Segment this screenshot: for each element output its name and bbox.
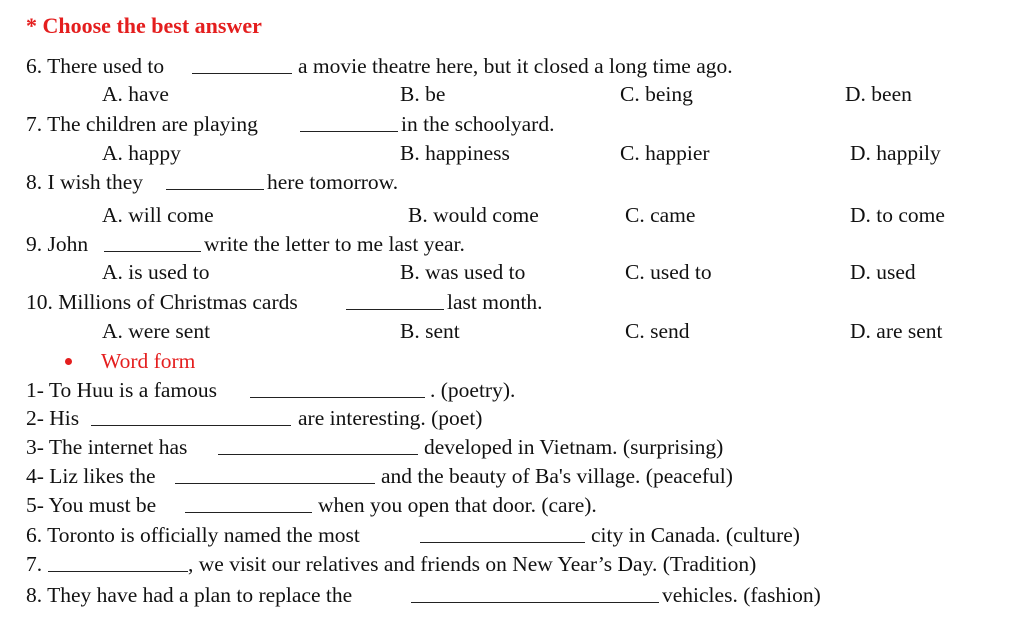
option-d[interactable]: D. to come xyxy=(850,203,945,227)
answer-blank[interactable] xyxy=(250,397,425,398)
answer-blank[interactable] xyxy=(420,542,585,543)
question-9 xyxy=(0,229,1024,259)
question-stem: 6. There used to xyxy=(26,54,165,78)
option-c[interactable]: C. happier xyxy=(620,141,710,165)
option-c[interactable]: C. send xyxy=(625,319,690,343)
item-hint: developed in Vietnam. (surprising) xyxy=(424,435,724,459)
word-form-item-7 xyxy=(0,549,1024,579)
item-hint: are interesting. (poet) xyxy=(298,406,483,430)
option-a[interactable]: A. is used to xyxy=(102,260,210,284)
item-text: 6. Toronto is officially named the most xyxy=(26,523,360,547)
question-text: write the letter to me last year. xyxy=(204,232,465,256)
question-7 xyxy=(0,109,1024,139)
option-a[interactable]: A. have xyxy=(102,82,169,106)
item-hint: . (poetry). xyxy=(430,378,516,402)
question-text: a movie theatre here, but it closed a long time ago. xyxy=(298,54,733,78)
answer-blank[interactable] xyxy=(175,483,375,484)
option-b[interactable]: B. be xyxy=(400,82,446,106)
section-heading xyxy=(0,11,1024,41)
word-form-item-8 xyxy=(0,580,1024,610)
item-hint: vehicles. (fashion) xyxy=(662,583,821,607)
answer-blank[interactable] xyxy=(185,512,312,513)
question-10 xyxy=(0,287,1024,317)
question-9-options xyxy=(0,257,1024,287)
option-d[interactable]: D. been xyxy=(845,82,912,106)
question-6 xyxy=(0,51,1024,81)
item-hint: , we visit our relatives and friends on New Year’s Day. (Tradition) xyxy=(188,552,757,576)
bullet-icon xyxy=(65,358,72,365)
question-6-options xyxy=(0,79,1024,109)
item-text: 8. They have had a plan to replace the xyxy=(26,583,353,607)
option-d[interactable]: D. are sent xyxy=(850,319,943,343)
question-8 xyxy=(0,167,1024,197)
answer-blank[interactable] xyxy=(91,425,291,426)
section-title: * Choose the best answer xyxy=(26,13,262,38)
question-text: here tomorrow. xyxy=(267,170,399,194)
item-text: 7. xyxy=(26,552,43,576)
word-form-item-1 xyxy=(0,375,1024,405)
word-form-title: Word form xyxy=(101,349,196,373)
item-text: 1- To Huu is a famous xyxy=(26,378,217,402)
question-8-options xyxy=(0,200,1024,230)
item-text: 2- His xyxy=(26,406,80,430)
question-text: last month. xyxy=(447,290,543,314)
option-b[interactable]: B. sent xyxy=(400,319,460,343)
option-a[interactable]: A. will come xyxy=(102,203,214,227)
option-d[interactable]: D. used xyxy=(850,260,916,284)
item-text: 5- You must be xyxy=(26,493,157,517)
option-c[interactable]: C. used to xyxy=(625,260,712,284)
option-b[interactable]: B. would come xyxy=(408,203,539,227)
word-form-item-6 xyxy=(0,520,1024,550)
word-form-item-2 xyxy=(0,403,1024,433)
item-hint: when you open that door. (care). xyxy=(318,493,597,517)
answer-blank[interactable] xyxy=(192,73,292,74)
word-form-item-3 xyxy=(0,432,1024,462)
answer-blank[interactable] xyxy=(218,454,418,455)
question-stem: 10. Millions of Christmas cards xyxy=(26,290,298,314)
question-stem: 7. The children are playing xyxy=(26,112,258,136)
answer-blank[interactable] xyxy=(48,571,188,572)
word-form-item-5 xyxy=(0,490,1024,520)
answer-blank[interactable] xyxy=(346,309,444,310)
item-hint: city in Canada. (culture) xyxy=(591,523,800,547)
question-10-options xyxy=(0,316,1024,346)
answer-blank[interactable] xyxy=(166,189,264,190)
answer-blank[interactable] xyxy=(300,131,398,132)
item-text: 4- Liz likes the xyxy=(26,464,156,488)
question-stem: 9. John xyxy=(26,232,89,256)
option-c[interactable]: C. came xyxy=(625,203,696,227)
item-text: 3- The internet has xyxy=(26,435,188,459)
option-c[interactable]: C. being xyxy=(620,82,693,106)
question-7-options xyxy=(0,138,1024,168)
option-b[interactable]: B. was used to xyxy=(400,260,526,284)
option-d[interactable]: D. happily xyxy=(850,141,941,165)
question-stem: 8. I wish they xyxy=(26,170,144,194)
option-b[interactable]: B. happiness xyxy=(400,141,510,165)
answer-blank[interactable] xyxy=(411,602,659,603)
option-a[interactable]: A. happy xyxy=(102,141,181,165)
option-a[interactable]: A. were sent xyxy=(102,319,211,343)
word-form-item-4 xyxy=(0,461,1024,491)
word-form-heading xyxy=(0,346,1024,376)
item-hint: and the beauty of Ba's village. (peaceful) xyxy=(381,464,733,488)
question-text: in the schoolyard. xyxy=(401,112,555,136)
answer-blank[interactable] xyxy=(104,251,201,252)
